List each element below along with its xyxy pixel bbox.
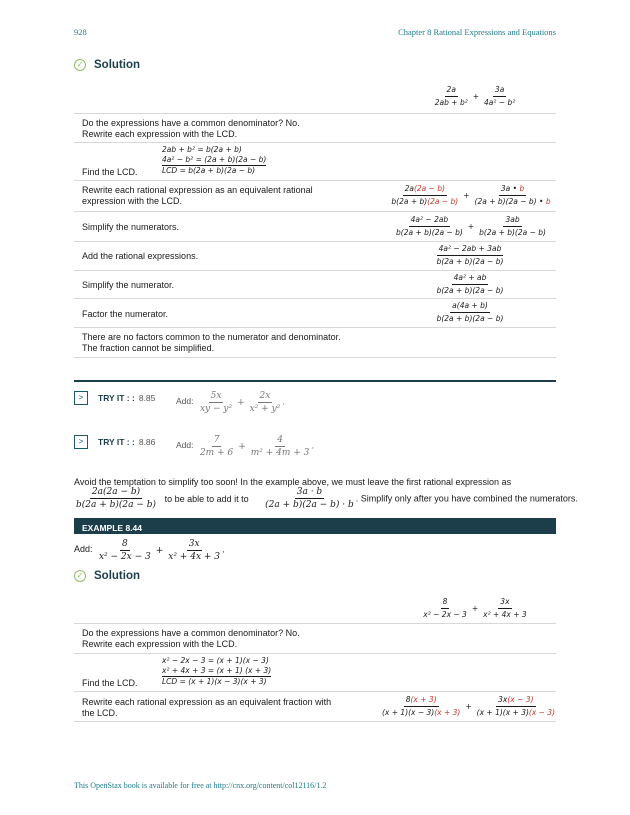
row-divider — [74, 653, 556, 654]
fraction-denominator: b(2a + b)(2a − b) — [436, 286, 504, 295]
solution-heading-text: Solution — [94, 59, 140, 72]
solution-heading — [74, 570, 140, 582]
denominator-part: b(2a + b) — [391, 197, 428, 206]
step-label: Add the rational expressions. — [82, 251, 199, 261]
try-it-number: 8.85 — [138, 393, 156, 403]
multiply-dot: • — [536, 197, 546, 206]
row-divider — [74, 211, 556, 212]
fraction-denominator: 4a² − b² — [484, 98, 516, 107]
row-divider — [74, 270, 556, 271]
solution-heading — [74, 59, 140, 71]
row-divider — [74, 180, 556, 181]
example-banner — [74, 518, 556, 534]
fraction-denominator: x² + 4x + 3 — [168, 552, 221, 562]
fraction-numerator: a(4a + b) — [450, 301, 490, 313]
fraction-denominator: x² − 2x − 3 — [98, 552, 151, 562]
step-label: Find the LCD. — [82, 167, 138, 177]
rewrite-expression — [380, 695, 556, 718]
numerator-part: 3x — [498, 695, 508, 704]
fraction-numerator: 5x — [210, 391, 222, 401]
rewrite-expression — [386, 184, 556, 207]
denominator-part: (x + 1)(x − 3) — [382, 708, 435, 717]
row-divider — [74, 327, 556, 328]
numerator-part: 2a — [404, 184, 414, 193]
numerator-factor-highlight: b — [519, 184, 525, 193]
try-it-8-85 — [74, 391, 155, 405]
add-label: Add: — [74, 543, 93, 554]
step-label: Factor the numerator. — [82, 309, 169, 319]
lcd-line: LCD = (x + 1)(x − 3)(x + 3) — [162, 676, 271, 687]
period: . — [222, 545, 225, 556]
step-label: Rewrite each rational expression as an equivalent fraction with the LCD. — [82, 697, 332, 718]
chapter-title: Chapter 8 Rational Expressions and Equations — [398, 27, 556, 37]
row-divider — [74, 357, 556, 358]
denominator-factor-highlight: (x − 3) — [528, 708, 556, 717]
fraction-denominator: m² + 4m + 3 — [250, 448, 310, 458]
lcd-line: x² − 2x − 3 = (x + 1)(x − 3) — [162, 656, 269, 665]
numerator-factor-highlight: (x + 3) — [410, 695, 437, 704]
fraction-numerator: 2a — [445, 85, 458, 97]
period: . — [311, 441, 315, 452]
step-label: Rewrite each rational expression as an equivalent rational expression with the LCD. — [82, 185, 313, 206]
fraction-denominator: b(2a + b)(2a − b) — [479, 228, 546, 237]
lcd-work — [162, 656, 271, 687]
step-label: Do the expressions have a common denominator? No. Rewrite each expression with the LCD. — [82, 628, 300, 649]
denominator-part: (x + 1)(x + 3) — [476, 708, 529, 717]
section-divider — [74, 380, 556, 382]
numerator-part: 3a — [500, 184, 511, 193]
step-label: There are no factors common to the numerator and denominator. The fraction cannot be simplified. — [82, 332, 341, 353]
fraction-numerator: 7 — [213, 435, 220, 445]
try-it-8-86 — [74, 435, 155, 449]
numerator-factor-highlight: (2a − b) — [413, 184, 446, 193]
numerator-factor-highlight: (x − 3) — [507, 695, 534, 704]
fraction-denominator: b(2a + b)(2a − b) — [436, 257, 504, 266]
check-circle-icon: ✓ — [74, 570, 86, 582]
fraction-denominator: x² + 4x + 3 — [483, 610, 527, 619]
paragraph-math-line — [74, 487, 578, 510]
row-divider — [74, 623, 556, 624]
paragraph-text: to be able to add it to — [164, 493, 249, 504]
plus-operator: + — [465, 702, 472, 711]
paragraph-line: Avoid the temptation to simplify too soon! In the example above, we must leave the first rational expression as — [74, 477, 512, 487]
try-it-problem — [176, 435, 314, 458]
simplified-expression — [400, 273, 540, 296]
chevron-right-icon: > — [74, 435, 88, 449]
sum-expression — [400, 244, 540, 267]
denominator-factor-highlight: (2a − b) — [427, 197, 459, 206]
chevron-right-icon: > — [74, 391, 88, 405]
plus-operator: + — [471, 604, 479, 613]
fraction-denominator: 2ab + b² — [434, 98, 468, 107]
fraction-denominator: xy − y² — [199, 404, 233, 414]
lcd-line: 2ab + b² = b(2a + b) — [162, 145, 242, 154]
fraction-denominator: x² + y² — [249, 404, 281, 414]
factored-expression — [400, 301, 540, 324]
lcd-line: 4a² − b² = (2a + b)(2a − b) — [162, 155, 267, 164]
fraction-numerator: 8 — [121, 539, 128, 549]
lcd-work — [162, 145, 266, 176]
step-label: Simplify the numerator. — [82, 280, 175, 290]
problem-expression — [400, 85, 550, 108]
example-problem — [74, 539, 225, 562]
fraction-numerator: 3a — [493, 85, 506, 97]
row-divider — [74, 298, 556, 299]
lcd-line: LCD = b(2a + b)(2a − b) — [162, 165, 266, 176]
plus-operator: + — [463, 191, 470, 200]
step-label: Do the expressions have a common denominator? No. Rewrite each expression with the LCD. — [82, 118, 300, 139]
fraction-numerator: 3x — [498, 597, 511, 609]
fraction-numerator: 4a² + ab — [452, 273, 489, 285]
denominator-factor-highlight: (x + 3) — [434, 708, 461, 717]
page-number: 928 — [74, 27, 87, 37]
paragraph-text: . Simplify only after you have combined the numerators. — [355, 493, 578, 504]
row-divider — [74, 721, 556, 722]
fraction-numerator: 8 — [441, 597, 450, 609]
try-it-number: 8.86 — [138, 437, 156, 447]
try-it-label: TRY IT : : — [98, 393, 135, 403]
step-label: Simplify the numerators. — [82, 222, 180, 232]
row-divider — [74, 113, 556, 114]
fraction-denominator: b(2a + b)(2a − b) — [436, 314, 504, 323]
fraction-numerator: 4 — [277, 435, 283, 445]
example-title: EXAMPLE 8.44 — [82, 523, 142, 533]
simplified-numerators — [386, 215, 556, 238]
fraction-denominator: b(2a + b)(2a − b) — [76, 500, 157, 510]
problem-expression — [400, 597, 550, 620]
check-circle-icon: ✓ — [74, 59, 86, 71]
add-label: Add: — [176, 395, 194, 406]
plus-operator: + — [238, 441, 246, 452]
denominator-factor-highlight: b — [545, 197, 551, 206]
add-label: Add: — [176, 439, 194, 450]
lcd-line: x² + 4x + 3 = (x + 1) (x + 3) — [162, 666, 272, 675]
plus-operator: + — [467, 222, 475, 231]
fraction-numerator: 3ab — [503, 215, 521, 227]
plus-operator: + — [472, 92, 480, 101]
row-divider — [74, 241, 556, 242]
row-divider — [74, 142, 556, 143]
plus-operator: + — [237, 397, 245, 408]
footer-note: This OpenStax book is available for free at http://cnx.org/content/col12116/1.2 — [74, 781, 327, 790]
try-it-problem — [176, 391, 285, 414]
solution-heading-text: Solution — [94, 570, 140, 583]
numerator-part: 8 — [405, 695, 411, 704]
denominator-part: (2a + b)(2a − b) — [474, 197, 537, 206]
fraction-numerator: 2x — [259, 391, 271, 401]
step-label: Find the LCD. — [82, 678, 138, 688]
row-divider — [74, 691, 556, 692]
fraction-denominator: 2m + 6 — [199, 448, 234, 458]
period: . — [282, 397, 286, 408]
fraction-denominator: b(2a + b)(2a − b) — [396, 228, 463, 237]
fraction-denominator: x² − 2x − 3 — [423, 610, 467, 619]
try-it-label: TRY IT : : — [98, 437, 135, 447]
multiply-dot: • — [510, 184, 520, 193]
fraction-numerator: 3x — [188, 539, 200, 549]
fraction-denominator: (2a + b)(2a − b) · b — [265, 500, 354, 510]
plus-operator: + — [155, 545, 164, 556]
fraction-numerator: 4a² − 2ab — [409, 215, 451, 227]
fraction-numerator: 4a² − 2ab + 3ab — [437, 244, 504, 256]
fraction-numerator: 2a(2a − b) — [91, 487, 141, 497]
fraction-numerator: 3a · b — [296, 487, 323, 497]
